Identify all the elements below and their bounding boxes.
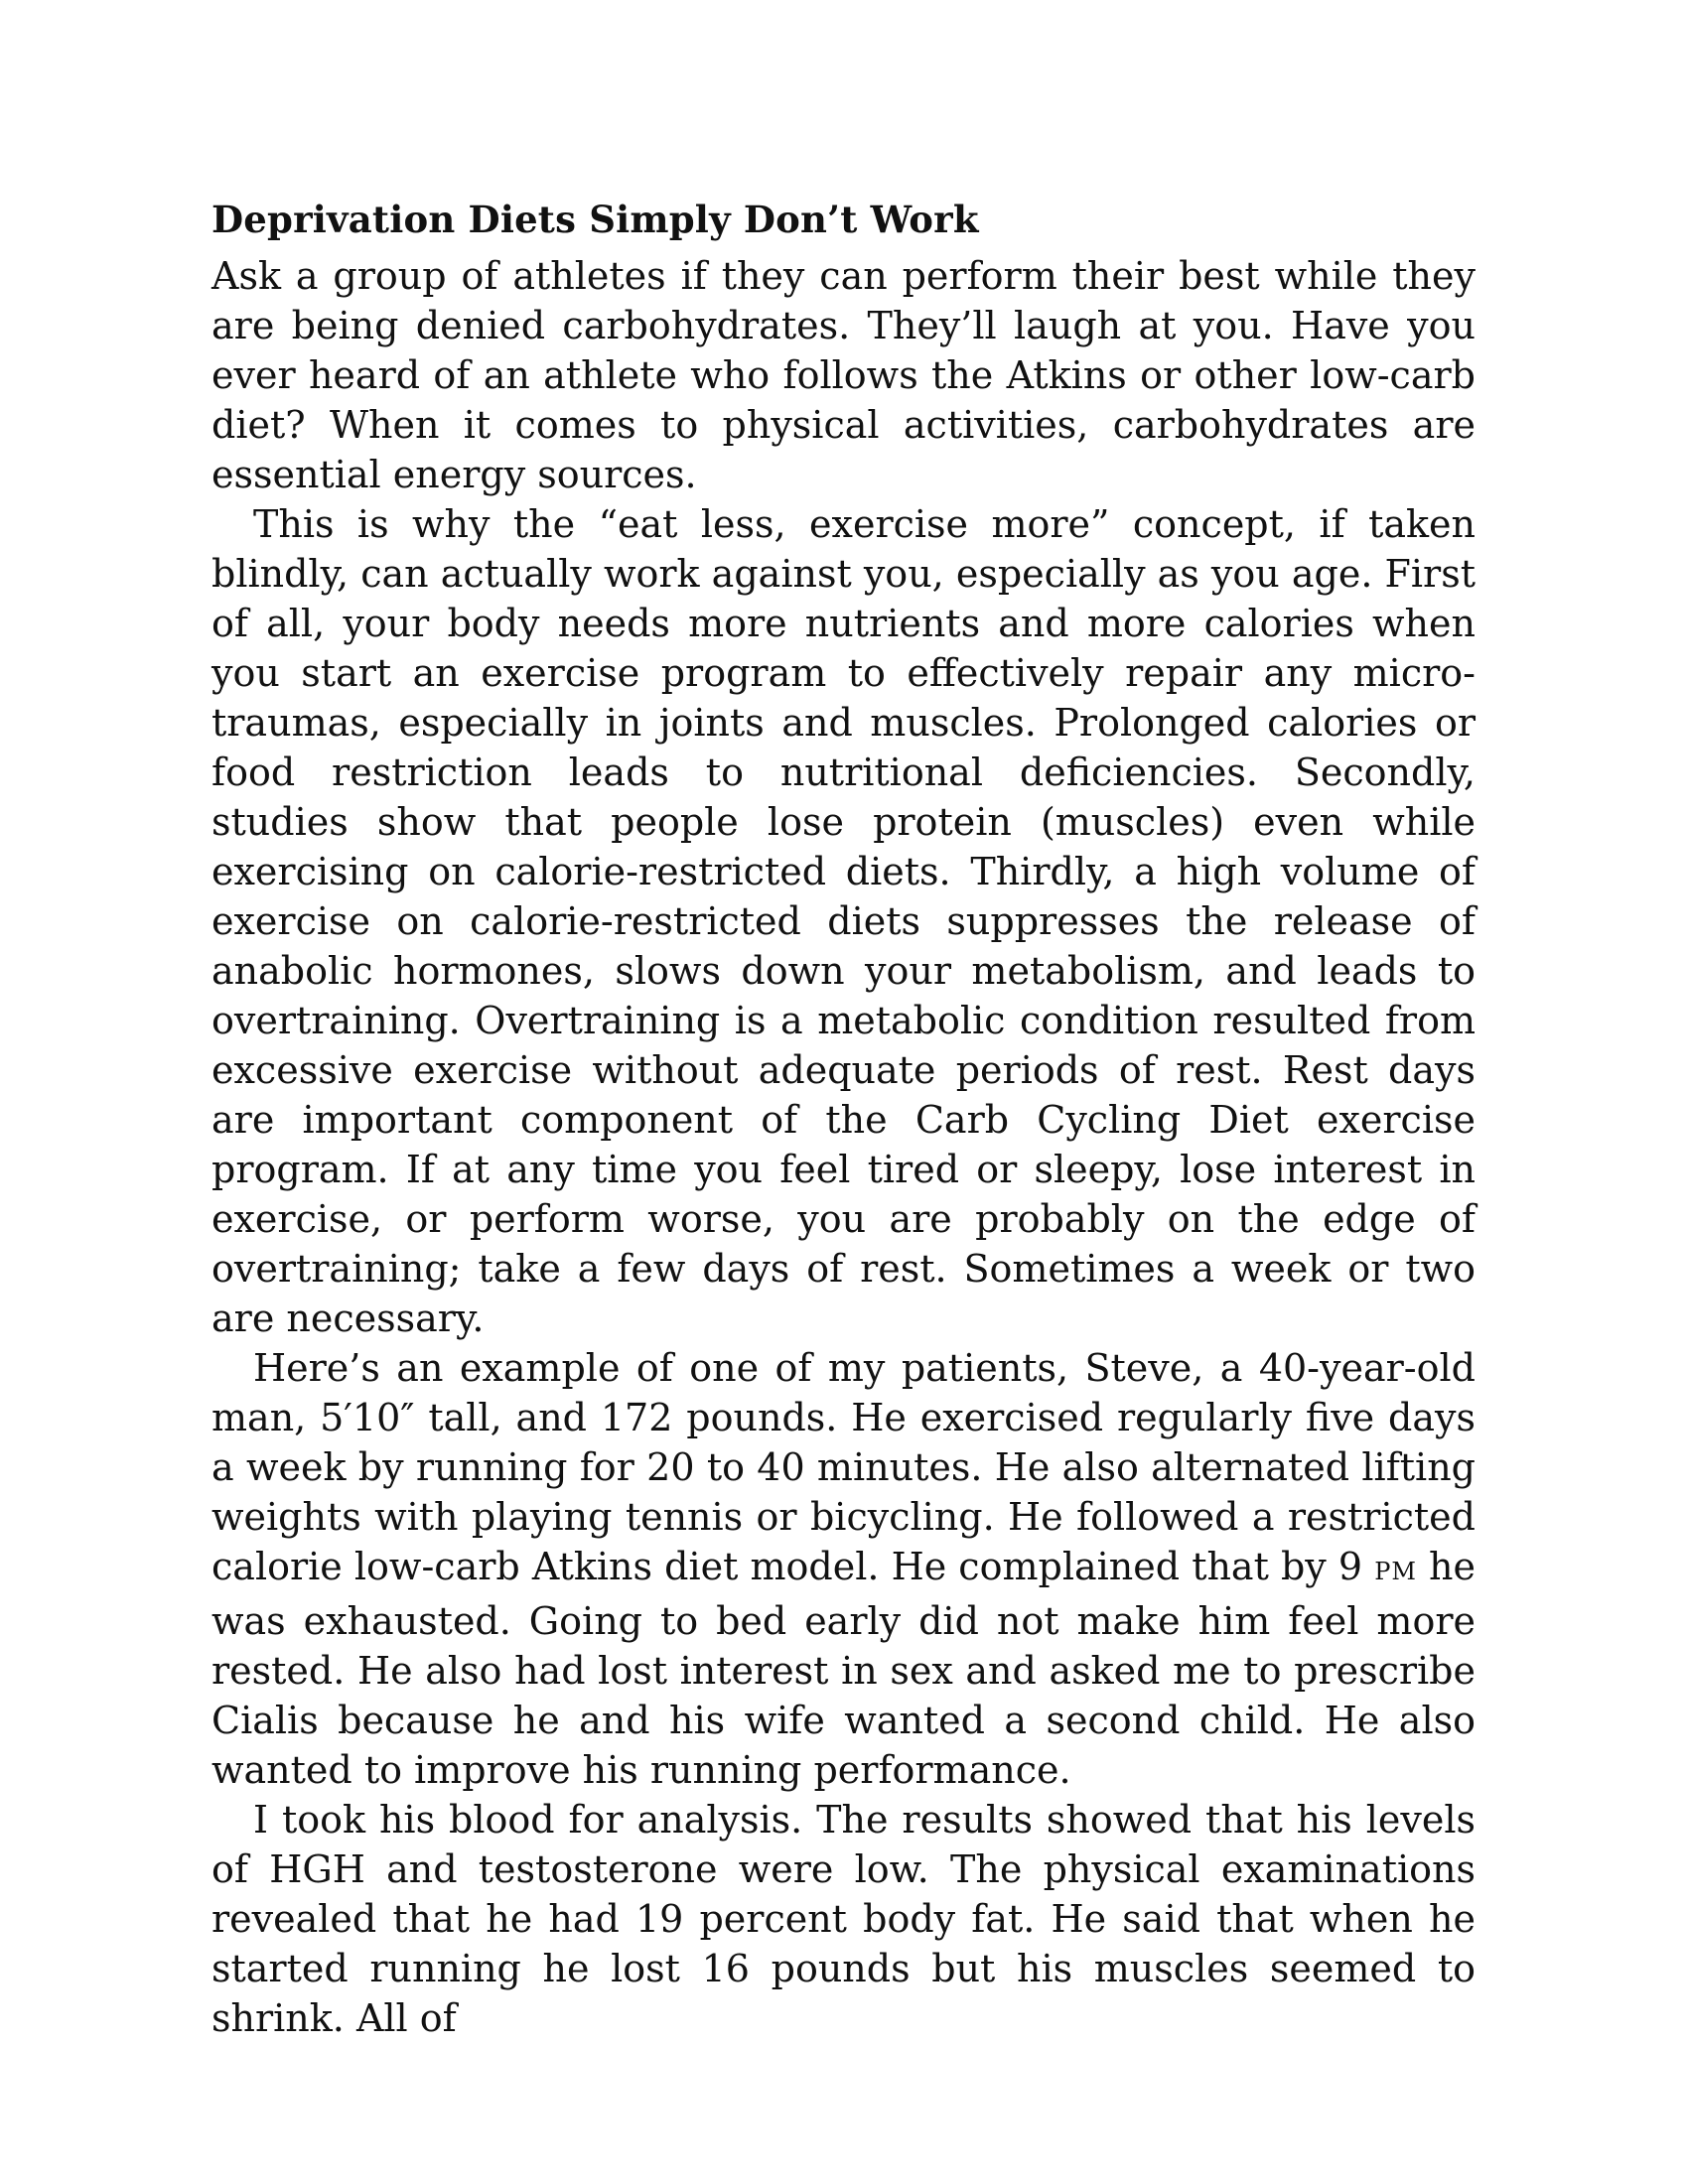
paragraph-blood-analysis: I took his blood for analysis. The results showed that his levels of HGH and testosterone were low. The physical examinations revealed that he had 19 percent body fat. He said that when he started running he lost 16 pounds but his muscles seemed to shrink. All of — [211, 1798, 1476, 2040]
paragraph-patient-example — [211, 1343, 1476, 1795]
section-heading: Deprivation Diets Simply Don’t Work — [211, 198, 979, 241]
paragraph-patient-text-end: he was exhausted. Going to bed early did not make him feel more rested. He also had lost interest in sex and asked me to prescribe Cialis because he and his wife wanted a second child. He also wanted to improve his running performance. — [211, 1545, 1476, 1792]
paragraph-athletes: Ask a group of athletes if they can perform their best while they are being denied carbohydrates. They’ll laugh at you. Have you ever heard of an athlete who follows the Atkins or other low-carb diet? When it comes to physical activities, carbohydrates are essential energy sources. — [211, 254, 1476, 496]
paragraph-eat-less: This is why the “eat less, exercise more” concept, if taken blindly, can actually work against you, especially as you age. First of all, your body needs more nutrients and more calories when you start an exercise program to effectively repair any micro-traumas, especially in joints and muscles. Prolonged calories or food restriction leads to nutritional deficiencies. Secondly, studies show that people lose protein (muscles) even while exercising on calorie-restricted diets. Thirdly, a high volume of exercise on calorie-restricted diets suppresses the release of anabolic hormones, slows down your metabolism, and leads to overtraining. Overtraining is a metabolic condition resulted from excessive exercise without adequate periods of rest. Rest days are important component of the Carb Cycling Diet exercise program. If at any time you feel tired or sleepy, lose interest in exercise, or perform worse, you are probably on the edge of overtraining; take a few days of rest. Sometimes a week or two are necessary. — [211, 502, 1476, 1340]
paragraph-patient-text-start: Here’s an example of one of my patients, Steve, a 40-year-old man, 5′10″ tall, and 172 pounds. He exercised regularly five days a week by running for 20 to 40 minutes. He also alternated lifting weights with playing tennis or bicycling. He followed a restricted calorie low-carb Atkins diet model. He complained that by 9 — [211, 1346, 1476, 1588]
book-page — [211, 195, 1476, 2043]
time-abbreviation: PM — [1374, 1558, 1417, 1585]
